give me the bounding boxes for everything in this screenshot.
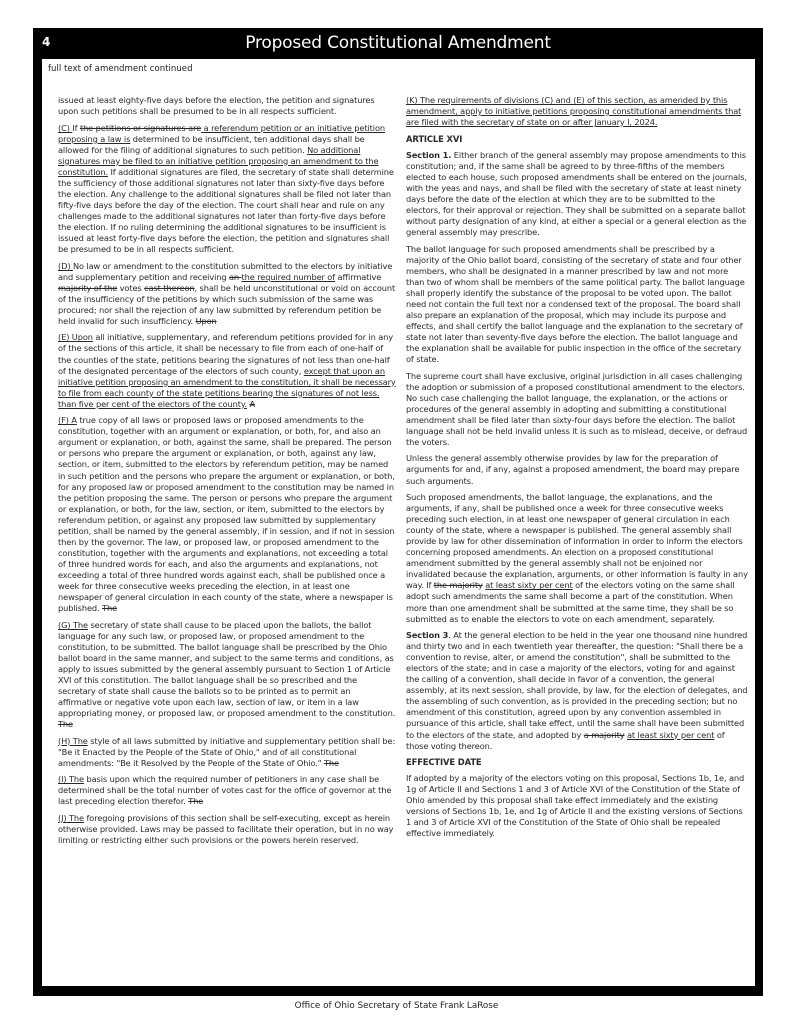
text-run: . At the general election to be held in the year one thousand nine hundred and thirty two and in each twentieth year thereafter, the question: "Shall there be a convention to revise, alter, or amend the constitution", shall be submitted to the electors of the state; and in case a majority of the electors, voting for and against the calling of a convention, shall decide in favor of a convention, the general assembly, at its next session, shall provide, by law, for the election of delegates, and the assembling of such convention, as is provided in the preceding section; but no amendment of this constitution, agreed upon by any convention assembled in pursuance of this article, shall take effect, until the same shall have been submitted to the electors of the state, and adopted by — [406, 630, 748, 740]
text-run: If additional signatures are filed, the secretary of state shall determine the sufficiency of those additional signatures not later than sixty-five days before the election. Any challenge to the additional signatures shall be filed not later than fifty-five days before the day of the election. The court shall hear and rule on any challenges made to the additional signatures not later than forty-five days before the election. If no ruling determining the additional signatures to be insufficient is issued at least forty-five days before the election, the petition and signatures shall be presumed to be in all respects sufficient. — [58, 166, 394, 255]
inserted-text: except that upon an initiative petition proposing an amendment to the constitution, it shall be necessary to file from each county of the state petitions bearing the signatures of not less. than five per cent of the electors of the county. — [58, 365, 396, 409]
ballot-language-paragraph — [406, 244, 748, 366]
page-number: 4 — [42, 35, 51, 49]
text-run: of the electors voting on the same shall adopt such amendments the same shall become a part of the constitution. When more than one amendment shall be submitted at the same time, they shall be so submitted as to enable the electors to vote on each amendment, separately. — [406, 580, 735, 624]
text-run: determined to be insufficient, ten additional days shall be allowed for the filing of additional signatures to such petition. — [58, 133, 365, 155]
page-title: Proposed Constitutional Amendment — [245, 33, 551, 53]
text-run: votes — [117, 282, 145, 293]
text-run: If — [72, 122, 80, 133]
section-1-paragraph — [406, 150, 748, 238]
text-run: affirmative — [335, 271, 382, 282]
section-3-paragraph — [406, 630, 748, 752]
inserted-text: No additional signatures may be filed to an initiative petition proposing an amendment to the constitution. — [58, 144, 379, 177]
division-j — [58, 813, 396, 846]
inserted-text: at least sixty per cent — [485, 580, 573, 591]
content-subtitle: full text of amendment continued — [48, 64, 193, 74]
publication-paragraph — [406, 492, 748, 625]
inserted-text: (I) The — [58, 774, 84, 785]
deleted-text: majority of the — [58, 282, 118, 293]
text-run: secretary of state shall cause to be placed upon the ballots, the ballot language for any such law, or proposed law, or proposed amendment to the constitution, to be submitted. The ballot language shall be prescribed by the Ohio ballot board in the same manner, and subject to the same terms and conditions, as apply to issues submitted by the general assembly pursuant to Section 1 of Article XVI of this constitution. The ballot language shall be so prescribed and the secretary of state shall cause the ballots so to be printed as to permit an affirmative or negative vote upon each law, section of law, or item in a law appropriating money, or proposed law, or proposed amendment to the constitution. — [58, 619, 396, 718]
deleted-text: a majority — [583, 729, 625, 740]
inserted-text: (G) The — [58, 619, 88, 630]
text-run: basis upon which the required number of petitioners in any case shall be determined shall be the total number of votes cast for the office of governor at the last preceding election therefor. — [58, 774, 392, 807]
inserted-text: the required number of — [241, 271, 336, 282]
text-run: Either branch of the general assembly may propose amendments to this constitution; and, if the same shall be agreed to by three-fifths of the members elected to each house, such proposed amendments shall be entered on the journals, with the yeas and nays, and shall be filed with the secretary of state at least ninety days before the date of the election at which they are to be submitted to the electors, for their approval or rejection. They shall be submitted on a separate ballot without party designation of any kind, at either a special or a general election as the general assembly may prescribe. — [406, 149, 747, 238]
page-header — [33, 28, 763, 59]
text-run: No law or amendment to the constitution submitted to the electors by initiative and supplementary petition and receiving — [58, 260, 393, 282]
deleted-text: The — [188, 796, 204, 807]
page-frame — [33, 28, 763, 996]
deleted-text: the petitions or signatures are — [79, 122, 202, 133]
inserted-text: (H) The — [58, 735, 88, 746]
deleted-text: Upon — [195, 315, 217, 326]
supreme-court-paragraph — [406, 371, 748, 448]
inserted-text: (E) Upon — [58, 332, 93, 343]
article-heading: ARTICLE XVI — [406, 133, 463, 144]
text-run: issued at least eighty-five days before the election, the petition and signatures upon such petitions shall be presumed to be in all respects sufficient. — [58, 95, 375, 117]
inserted-text: at least sixty per cent — [627, 729, 715, 740]
effective-date-heading: EFFECTIVE DATE — [406, 757, 482, 768]
text-run: Unless the general assembly otherwise provides by law for the preparation of arguments for and, if any, against a proposed amendment, the board may prepare such arguments. — [406, 453, 740, 486]
inserted-text: a referendum petition or an initiative petition proposing a law is — [58, 122, 385, 144]
right-column — [406, 95, 748, 845]
effective-date-text: If adopted by a majority of the electors voting on this proposal, Sections 1b, 1e, and 1g of Article II and Sections 1 and 3 of Article XVI of the Constitution of the State of Ohio amended by this proposal shall take effect immediately and the existing versions of Sections 1b, 1e, and 1g of Article II and the existing versions of Sections 1 and 3 of Article XVI of the Constitution of the State of Ohio shall be repealed effective immediately. — [406, 773, 745, 839]
inserted-text: (F) A — [58, 415, 77, 426]
text-run: of those voting thereon. — [406, 729, 725, 751]
inserted-text: (D) — [58, 260, 73, 271]
division-d — [58, 261, 396, 327]
inserted-text: (K) The requirements of divisions (C) and (E) of this section, as amended by this amendment, apply to initiative petitions proposing constitutional amendments that are filed with the secretary of state on or after January l, 2024. — [406, 95, 742, 128]
deleted-text: The — [102, 603, 118, 614]
text-run: foregoing provisions of this section shall be self-executing, except as herein otherwise provided. Laws may be passed to facilitate their operation, but in no way limiting or restricting either such provisions or the powers herein reserved. — [58, 812, 394, 845]
deleted-text: an — [228, 271, 242, 282]
text-run: The supreme court shall have exclusive, original jurisdiction in all cases challenging the adoption or submission of a proposed constitutional amendment to the electors. No such case challenging the ballot language, the explanation, or the actions or procedures of the general assembly in adopting and submitting a constitutional amendment shall be filed later than sixty-four days before the election. The ballot language shall not be held invalid unless it is such as to mislead, deceive, or defraud the voters. — [406, 370, 748, 447]
bold-text: Section 3 — [406, 630, 449, 641]
division-e — [58, 332, 396, 409]
text-run: Such proposed amendments, the ballot language, the explanations, and the arguments, if any, shall be published once a week for three consecutive weeks preceding such election, in at least one newspaper of general circulation in each county of the state, where a newspaper is published. The general assembly shall provide by law for other dissemination of information in order to inform the electors concerning proposed amendments. An election on a proposed constitutional amendment submitted by the general assembly shall not be enjoined nor invalidated because the explanation, arguments, or other information is faulty in any way. If — [406, 492, 748, 591]
left-column — [58, 95, 396, 852]
deleted-text: The — [58, 719, 73, 730]
division-c — [58, 123, 396, 256]
deleted-text: The — [323, 757, 339, 768]
inserted-text: (C) — [58, 122, 73, 133]
division-h — [58, 736, 396, 769]
division-f — [58, 415, 396, 614]
text-run: all initiative, supplementary, and referendum petitions provided for in any of the sections of this article, it shall be necessary to file from each of one-half of the counties of the state, petitions bearing the signatures of not less than one-half of the designated percentage of the electors of such county, — [58, 332, 394, 376]
text-run: , shall be held unconstitutional or void on account of the insufficiency of the petitions by which such submission of the same was procured; nor shall the rejection of any law submitted by referendum petition be held invalid for such insufficiency. — [58, 282, 396, 326]
paragraph-continued — [58, 95, 396, 117]
bold-text: Section 1. — [406, 149, 452, 160]
deleted-text: cast thereon — [144, 282, 195, 293]
division-g — [58, 620, 396, 730]
text-run: true copy of all laws or proposed laws or proposed amendments to the constitution, together with an argument or explanation, or both, for, and also an argument or explanation, or both, against the same, shall be prepared. The person or persons who prepare the argument or explanation, or both, against any law, section, or item, submitted to the electors by referendum petition, may be named in such petition and the persons who prepare the argument or explanation, or both, for any proposed law or proposed amendment to the constitution may be named in the petition proposing the same. The person or persons who prepare the argument or explanation, or both, for the law, section, or item, submitted to the electors by referendum petition, or against any proposed law submitted by supplementary petition, shall be named by the general assembly, if in session, and if not in session then by the governor. The law, or proposed law, or proposed amendment to the constitution, together with the arguments and explanations, not exceeding a total of three hundred words for each, and also the arguments and explanations, not exceeding a total of three hundred words against each, shall be published once a week for three consecutive weeks preceding the election, in at least one newspaper of general circulation in each county of the state, where a newspaper is published. — [58, 415, 395, 614]
text-run: style of all laws submitted by initiative and supplementary petition shall be: "Be it Enacted by the People of the State of Ohio," and of all constitutional amendments: "Be it Resolved by the People of the State of Ohio." — [58, 735, 396, 768]
page-footer: Office of Ohio Secretary of State Frank LaRose — [294, 1001, 499, 1011]
arguments-paragraph — [406, 453, 748, 486]
inserted-text: (J) The — [58, 812, 84, 823]
division-k — [406, 95, 748, 128]
content-panel — [42, 59, 755, 986]
text-run: The ballot language for such proposed amendments shall be prescribed by a majority of the Ohio ballot board, consisting of the secretary of state and four other members, who shall be designated in a manner prescribed by law and not more than two of whom shall be members of the same political party. The ballot language shall properly identify the substance of the proposal to be voted upon. The ballot need not contain the full text nor a condensed text of the proposal. The board shall also prepare an explanation of the proposal, which may include its purpose and effects, and shall certify the ballot language and the explanation to the secretary of state not later than seventy-five days before the election. The ballot language and the explanation shall be available for public inspection in the office of the secretary of state. — [406, 243, 745, 365]
deleted-text: A — [249, 398, 255, 409]
division-i — [58, 774, 396, 807]
deleted-text: the majority — [433, 580, 483, 591]
